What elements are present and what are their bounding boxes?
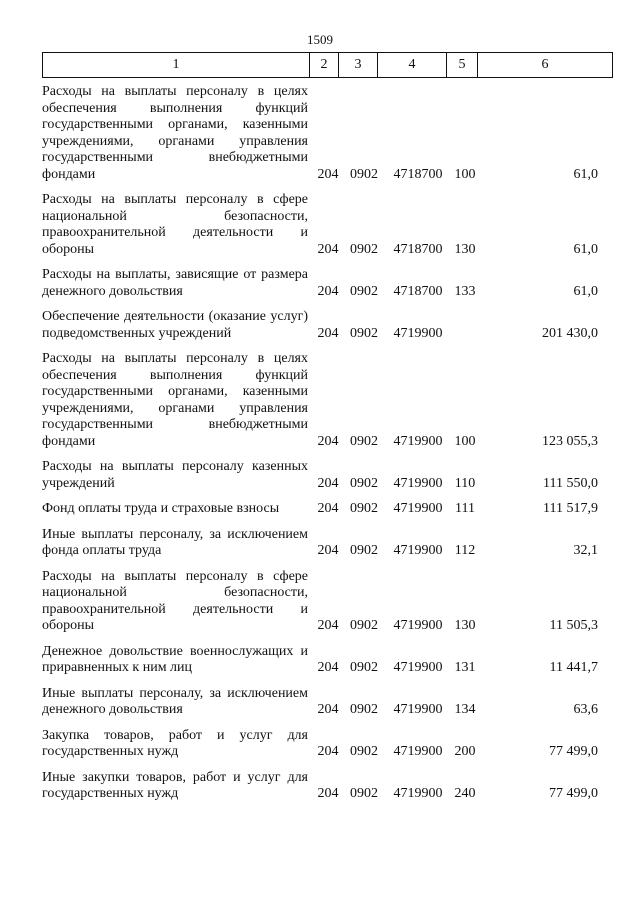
table-row [42, 267, 612, 300]
table-row [42, 569, 612, 635]
table-row [42, 351, 612, 450]
row-amount: 201 430,0 [542, 325, 598, 341]
row-expense-type: 131 [454, 660, 476, 675]
row-ministry-code: 204 [317, 325, 339, 341]
row-amount: 111 550,0 [543, 475, 598, 491]
row-amount: 123 055,3 [542, 433, 598, 449]
row-section-code: 0902 [350, 283, 378, 299]
row-article-code: 4718700 [393, 283, 443, 299]
row-amount: 77 499,0 [549, 786, 598, 801]
row-expense-type: 200 [454, 744, 476, 759]
row-description: Обеспечение деятельности (оказание услуг) подведомственных учреждений [42, 309, 308, 341]
row-expense-type: 130 [454, 618, 476, 633]
row-amount: 63,6 [573, 702, 598, 717]
row-expense-type: 100 [454, 166, 476, 182]
row-article-code: 4719900 [393, 786, 443, 801]
row-description: Иные закупки товаров, работ и услуг для государственных нужд [42, 769, 308, 801]
row-article-code: 4719900 [393, 618, 443, 633]
table-row [42, 686, 612, 719]
row-ministry-code: 204 [317, 475, 339, 491]
column-header-1: 1 [43, 53, 310, 78]
table-row [42, 501, 612, 518]
row-description: Расходы на выплаты персоналу в целях обеспечения выполнения функций государственными органами, казенными учреждениями, органами управления государственными внебюджетными фондами [42, 351, 308, 449]
row-ministry-code: 204 [317, 618, 339, 633]
row-expense-type: 111 [455, 501, 475, 516]
row-amount: 11 441,7 [549, 660, 598, 675]
row-amount: 111 517,9 [543, 501, 598, 516]
row-article-code: 4719900 [393, 660, 443, 675]
row-amount: 77 499,0 [549, 744, 598, 759]
row-article-code: 4718700 [393, 166, 443, 182]
row-section-code: 0902 [350, 501, 378, 516]
row-amount: 61,0 [573, 283, 598, 299]
row-ministry-code: 204 [317, 166, 339, 182]
row-description: Закупка товаров, работ и услуг для государственных нужд [42, 727, 308, 759]
row-article-code: 4719900 [393, 433, 443, 449]
row-section-code: 0902 [350, 618, 378, 633]
row-section-code: 0902 [350, 702, 378, 717]
row-ministry-code: 204 [317, 702, 339, 717]
table-row [42, 192, 612, 258]
row-expense-type: 100 [454, 433, 476, 449]
row-expense-type: 110 [454, 475, 476, 491]
row-section-code: 0902 [350, 786, 378, 801]
row-description: Иные выплаты персоналу, за исключением денежного довольствия [42, 685, 308, 717]
row-section-code: 0902 [350, 744, 378, 759]
row-section-code: 0902 [350, 433, 378, 449]
row-article-code: 4719900 [393, 702, 443, 717]
row-amount: 61,0 [573, 166, 598, 182]
row-description: Расходы на выплаты персоналу в сфере национальной безопасности, правоохранительной деятельности и обороны [42, 192, 308, 257]
row-ministry-code: 204 [317, 786, 339, 801]
row-article-code: 4719900 [393, 501, 443, 516]
row-expense-type: 240 [454, 786, 476, 801]
row-amount: 61,0 [573, 241, 598, 257]
row-section-code: 0902 [350, 475, 378, 491]
row-article-code: 4718700 [393, 241, 443, 257]
column-header-4: 4 [378, 53, 447, 78]
row-description: Расходы на выплаты персоналу в целях обеспечения выполнения функций государственными органами, казенными учреждениями, органами управления государственными внебюджетными фондами [42, 84, 308, 182]
row-amount: 32,1 [573, 543, 598, 558]
row-description: Денежное довольствие военнослужащих и приравненных к ним лиц [42, 643, 308, 675]
table-row [42, 527, 612, 560]
row-ministry-code: 204 [317, 283, 339, 299]
budget-table-body [42, 84, 612, 812]
table-row [42, 770, 612, 803]
column-header-2: 2 [310, 53, 339, 78]
table-row [42, 84, 612, 183]
page-number: 1509 [307, 32, 333, 47]
table-row [42, 459, 612, 492]
row-expense-type: 134 [454, 702, 476, 717]
row-article-code: 4719900 [393, 325, 443, 341]
table-row [42, 309, 612, 342]
row-ministry-code: 204 [317, 433, 339, 449]
row-ministry-code: 204 [317, 744, 339, 759]
column-header-3: 3 [339, 53, 378, 78]
row-ministry-code: 204 [317, 501, 339, 516]
column-header-6: 6 [478, 53, 613, 78]
row-ministry-code: 204 [317, 543, 339, 558]
table-row [42, 644, 612, 677]
row-amount: 11 505,3 [549, 618, 598, 633]
row-description: Расходы на выплаты персоналу казенных учреждений [42, 459, 308, 491]
row-section-code: 0902 [350, 241, 378, 257]
row-article-code: 4719900 [393, 543, 443, 558]
column-header-row [43, 53, 613, 78]
row-article-code: 4719900 [393, 475, 443, 491]
row-article-code: 4719900 [393, 744, 443, 759]
row-expense-type: 130 [454, 241, 476, 257]
row-section-code: 0902 [350, 543, 378, 558]
row-description: Расходы на выплаты, зависящие от размера денежного довольствия [42, 267, 308, 299]
row-section-code: 0902 [350, 166, 378, 182]
row-expense-type: 112 [454, 543, 476, 558]
table-row [42, 728, 612, 761]
row-section-code: 0902 [350, 325, 378, 341]
column-header-table [42, 52, 613, 78]
column-header-5: 5 [447, 53, 478, 78]
row-description: Иные выплаты персоналу, за исключением фонда оплаты труда [42, 526, 308, 558]
row-description: Фонд оплаты труда и страховые взносы [42, 501, 280, 516]
row-expense-type: 133 [454, 283, 476, 299]
row-ministry-code: 204 [317, 660, 339, 675]
row-description: Расходы на выплаты персоналу в сфере национальной безопасности, правоохранительной деятельности и обороны [42, 568, 308, 633]
row-ministry-code: 204 [317, 241, 339, 257]
row-section-code: 0902 [350, 660, 378, 675]
